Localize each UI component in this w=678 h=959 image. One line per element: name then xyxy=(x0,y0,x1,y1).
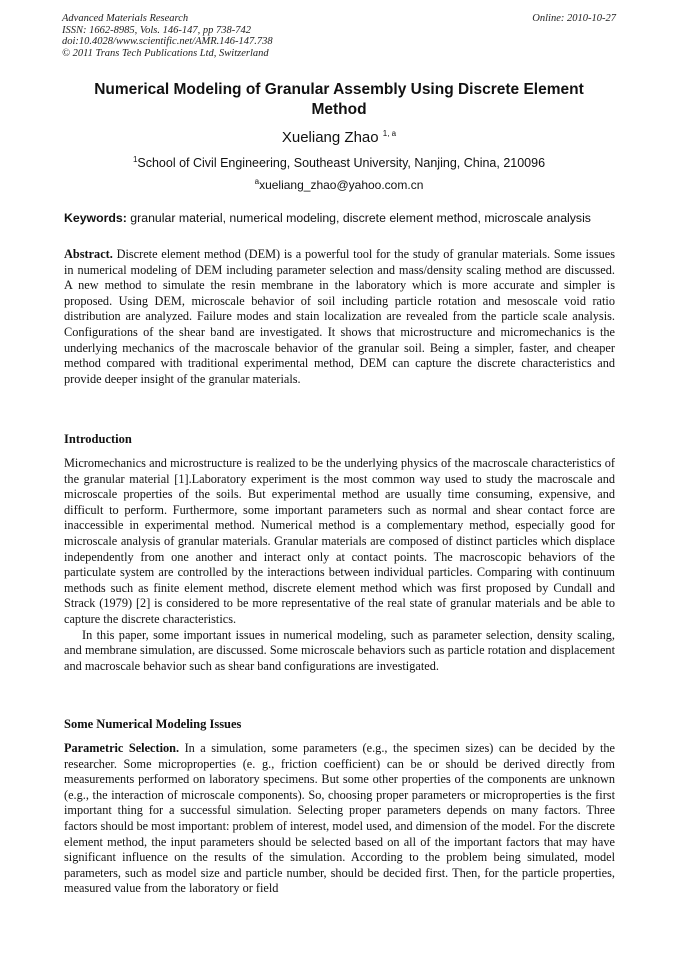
introduction-paragraph-2: In this paper, some important issues in numerical modeling, such as parameter selection, density scaling, and membrane simulation, are discussed. Some microscale behaviors such as particle rotation and displacement and macroscale behavior such as shear band configurations are investigated. xyxy=(64,627,615,673)
keywords-label: Keywords: xyxy=(64,211,127,225)
author-email[interactable]: xueliang_zhao@yahoo.com.cn xyxy=(259,178,424,192)
affiliation-sup: 1 xyxy=(132,154,138,164)
author-name: Xueliang Zhao xyxy=(281,129,379,146)
author-sup: 1, a xyxy=(382,129,397,138)
introduction-paragraph-1: Micromechanics and microstructure is realized to be the underlying physics of the macroscale characteristics of the granular material [1].Laboratory experiment is the most common way used to study the macroscale and microscale properties of the soils. But experimental method are usually time consuming, expensive, and difficult to perform. Furthermore, some important parameters such as normal and shear contact force are inaccessible in experimental method. Numerical method is a complementary method, especially good for microscale analysis of granular materials. Granular materials are composed of distinct particles which displace independently from one another and interact only at contact points. The macroscopic behaviors of the particulate system are controlled by the interactions between individual particles. Comparing with continuum methods such as finite element method, discrete element method which was first proposed by Cundall and Strack (1979) [2] is considered to be more representative of the real state of granular materials and be able to capture the discrete characteristics. xyxy=(64,456,615,626)
abstract-label: Abstract. xyxy=(64,247,113,261)
email-sup: a xyxy=(254,177,260,186)
keywords xyxy=(64,211,616,225)
introduction-heading: Introduction xyxy=(64,432,132,446)
journal-name: Advanced Materials Research xyxy=(62,13,189,24)
online-date: Online: 2010-10-27 xyxy=(532,13,616,24)
author-line xyxy=(0,129,678,146)
journal-header xyxy=(62,13,616,59)
parametric-selection-text: In a simulation, some parameters (e.g., the specimen sizes) can be decided by the researcher. Some microproperties (e. g., friction coefficient) can be or should be derived directly from measurements performed on laboratory specimens. But some other properties of the components are unknown (e.g., the interaction of microscale components). So, choosing proper parameters or microproperties is the first important thing for a successful simulation. Selecting proper parameters depends on many factors. Three factors should be most important: problem of interest, model used, and dimension of the model. For the discrete element method, the input parameters should be selected based on all of the important factors that may have significant influence on the results of the simulation. According to the problem being simulated, model parameters, such as model size and particle number, should be decided first. Then, for the particle properties, measured value from the laboratory or field xyxy=(64,741,615,896)
email-line xyxy=(0,178,678,192)
parametric-selection-label: Parametric Selection. xyxy=(64,741,180,755)
copyright-line: © 2011 Trans Tech Publications Ltd, Switzerland xyxy=(62,47,269,59)
issn-line: ISSN: 1662-8985, Vols. 146-147, pp 738-742 xyxy=(62,24,251,36)
parametric-selection xyxy=(64,741,615,897)
numerical-issues-heading: Some Numerical Modeling Issues xyxy=(64,717,242,731)
keywords-text: granular material, numerical modeling, discrete element method, microscale analysis xyxy=(130,211,591,225)
affiliation xyxy=(0,156,678,170)
affiliation-text: School of Civil Engineering, Southeast University, Nanjing, China, 210096 xyxy=(137,156,546,170)
introduction-body xyxy=(64,456,615,674)
paper-title: Numerical Modeling of Granular Assembly Using Discrete Element Method xyxy=(94,81,584,118)
doi-line[interactable]: doi:10.4028/www.scientific.net/AMR.146-147.738 xyxy=(62,36,273,47)
abstract xyxy=(64,247,615,387)
abstract-text: Discrete element method (DEM) is a powerful tool for the study of granular materials. Some issues in numerical modeling of DEM including parameter selection and mass/density scaling method are discussed. A new method to simulate the resin membrane in the laboratory which is more accurate and simpler is proposed. Using DEM, microscale behavior of soil including particle rotation and mesoscale void ratio distribution are analyzed. Failure modes and stain localization are revealed from the particle scale analysis. Configurations of the shear band are investigated. It shows that microstructure and micromechanics is the underlying mechanics of the macroscale behavior of the granular soil. Being a simpler, faster, and cheaper method compared with traditional experimental method, DEM can capture the discrete characteristics and provide deeper insight of the granular materials. xyxy=(64,247,615,386)
